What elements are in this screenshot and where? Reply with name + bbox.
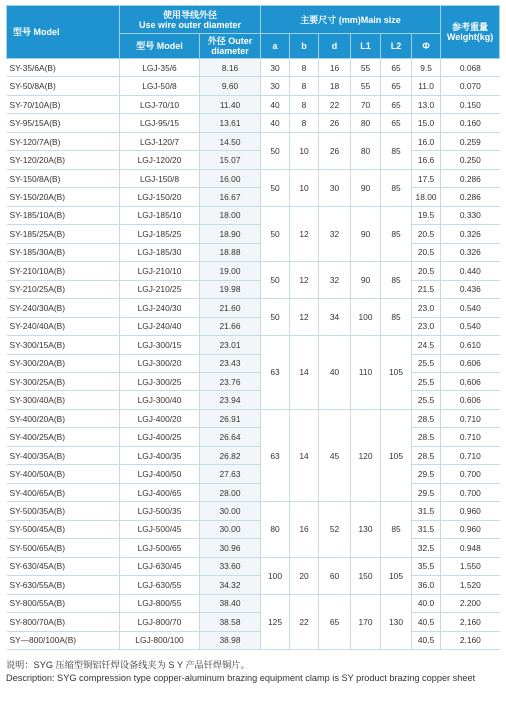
cell-dim-b: 8 <box>290 77 319 95</box>
cell-dim-a: 40 <box>261 114 290 132</box>
cell-dim-b: 22 <box>290 594 319 649</box>
cell-dim-l2: 85 <box>381 299 412 336</box>
cell-dim-l1: 90 <box>351 169 381 206</box>
cell-dim-b: 20 <box>290 557 319 594</box>
cell-wire-model: LGJ-500/65 <box>120 539 200 557</box>
cell-dim-phi: 35.5 <box>412 557 441 575</box>
cell-dim-l1: 55 <box>351 59 381 77</box>
cell-dim-d: 45 <box>319 409 351 501</box>
cell-weight: 0.259 <box>441 132 500 150</box>
cell-dim-l2: 85 <box>381 132 412 169</box>
cell-dim-l1: 90 <box>351 262 381 299</box>
cell-model: SY-400/65A(B) <box>7 483 120 501</box>
cell-dim-l1: 55 <box>351 77 381 95</box>
cell-outer-diameter: 33.60 <box>200 557 261 575</box>
cell-weight: 0.610 <box>441 336 500 354</box>
cell-dim-a: 50 <box>261 299 290 336</box>
cell-outer-diameter: 28.00 <box>200 483 261 501</box>
table-row <box>7 446 500 464</box>
cell-model: SY-300/20A(B) <box>7 354 120 372</box>
cell-dim-l2: 85 <box>381 502 412 557</box>
table-row <box>7 243 500 261</box>
cell-dim-phi: 32.5 <box>412 539 441 557</box>
cell-dim-d: 22 <box>319 95 351 113</box>
cell-wire-model: LGJ-120/20 <box>120 151 200 169</box>
cell-outer-diameter: 18.88 <box>200 243 261 261</box>
cell-dim-a: 63 <box>261 409 290 501</box>
table-row <box>7 576 500 594</box>
cell-outer-diameter: 30.96 <box>200 539 261 557</box>
cell-dim-phi: 29.5 <box>412 465 441 483</box>
cell-dim-phi: 29.5 <box>412 483 441 501</box>
cell-weight: 0.070 <box>441 77 500 95</box>
cell-dim-a: 80 <box>261 502 290 557</box>
cell-model: SY-400/35A(B) <box>7 446 120 464</box>
table-row <box>7 428 500 446</box>
cell-model: SY-185/10A(B) <box>7 206 120 224</box>
cell-dim-phi: 40.5 <box>412 631 441 649</box>
cell-outer-diameter: 21.66 <box>200 317 261 335</box>
header-dim-a: a <box>261 34 290 59</box>
cell-wire-model: LGJ-630/55 <box>120 576 200 594</box>
cell-weight: 0.286 <box>441 169 500 187</box>
table-row <box>7 317 500 335</box>
cell-weight: 1.520 <box>441 576 500 594</box>
cell-dim-l2: 85 <box>381 206 412 261</box>
cell-weight: 0.540 <box>441 299 500 317</box>
cell-wire-model: LGJ-300/40 <box>120 391 200 409</box>
cell-dim-phi: 16.6 <box>412 151 441 169</box>
table-row <box>7 409 500 427</box>
cell-model: SY-300/40A(B) <box>7 391 120 409</box>
table-row <box>7 520 500 538</box>
cell-model: SY-120/20A(B) <box>7 151 120 169</box>
cell-dim-phi: 16.0 <box>412 132 441 150</box>
cell-wire-model: LGJ-185/25 <box>120 225 200 243</box>
cell-outer-diameter: 13.61 <box>200 114 261 132</box>
cell-wire-model: LGJ-400/35 <box>120 446 200 464</box>
cell-weight: 0.250 <box>441 151 500 169</box>
cell-dim-l2: 65 <box>381 77 412 95</box>
cell-outer-diameter: 11.40 <box>200 95 261 113</box>
cell-weight: 0.068 <box>441 59 500 77</box>
cell-weight: 0.160 <box>441 114 500 132</box>
cell-outer-diameter: 34.32 <box>200 576 261 594</box>
cell-model: SY-400/25A(B) <box>7 428 120 446</box>
cell-dim-l1: 120 <box>351 409 381 501</box>
header-dim-l1: L1 <box>351 34 381 59</box>
cell-wire-model: LGJ-185/30 <box>120 243 200 261</box>
cell-weight: 0.606 <box>441 391 500 409</box>
cell-weight: 0.606 <box>441 354 500 372</box>
table-row <box>7 262 500 280</box>
cell-model: SY-185/25A(B) <box>7 225 120 243</box>
cell-dim-d: 52 <box>319 502 351 557</box>
header-dim-phi: Φ <box>412 34 441 59</box>
cell-dim-b: 14 <box>290 336 319 410</box>
cell-weight: 0.700 <box>441 465 500 483</box>
cell-wire-model: LGJ-240/30 <box>120 299 200 317</box>
cell-dim-phi: 15.0 <box>412 114 441 132</box>
cell-dim-b: 12 <box>290 206 319 261</box>
cell-weight: 0.150 <box>441 95 500 113</box>
cell-dim-l2: 105 <box>381 409 412 501</box>
cell-dim-l1: 70 <box>351 95 381 113</box>
cell-dim-phi: 31.5 <box>412 502 441 520</box>
cell-wire-model: LGJ-185/10 <box>120 206 200 224</box>
cell-dim-d: 40 <box>319 336 351 410</box>
cell-wire-model: LGJ-400/25 <box>120 428 200 446</box>
cell-dim-phi: 28.5 <box>412 446 441 464</box>
cell-outer-diameter: 18.90 <box>200 225 261 243</box>
cell-dim-b: 10 <box>290 169 319 206</box>
header-wire-model: 型号 Model <box>120 34 200 59</box>
header-model: 型号 Model <box>7 6 120 59</box>
cell-dim-phi: 23.0 <box>412 299 441 317</box>
cell-weight: 0.540 <box>441 317 500 335</box>
cell-dim-l1: 100 <box>351 299 381 336</box>
cell-wire-model: LGJ-150/20 <box>120 188 200 206</box>
cell-dim-l2: 65 <box>381 59 412 77</box>
cell-wire-model: LGJ-400/50 <box>120 465 200 483</box>
cell-dim-d: 18 <box>319 77 351 95</box>
cell-dim-phi: 24.5 <box>412 336 441 354</box>
cell-dim-l1: 130 <box>351 502 381 557</box>
notes <box>6 659 499 685</box>
cell-dim-l2: 85 <box>381 169 412 206</box>
cell-dim-a: 125 <box>261 594 290 649</box>
cell-model: SY-630/45A(B) <box>7 557 120 575</box>
cell-dim-a: 30 <box>261 77 290 95</box>
cell-weight: 2.160 <box>441 631 500 649</box>
cell-dim-l1: 170 <box>351 594 381 649</box>
cell-model: SY-50/8A(B) <box>7 77 120 95</box>
cell-weight: 2.200 <box>441 594 500 612</box>
cell-dim-phi: 28.5 <box>412 409 441 427</box>
cell-wire-model: LGJ-300/20 <box>120 354 200 372</box>
cell-dim-a: 40 <box>261 95 290 113</box>
cell-wire-model: LGJ-400/20 <box>120 409 200 427</box>
cell-weight: 0.710 <box>441 428 500 446</box>
table-row <box>7 225 500 243</box>
cell-outer-diameter: 23.76 <box>200 372 261 390</box>
cell-model: SY-210/25A(B) <box>7 280 120 298</box>
table-row <box>7 557 500 575</box>
spec-table-container <box>6 5 499 685</box>
cell-weight: 0.710 <box>441 446 500 464</box>
cell-model: SY-95/15A(B) <box>7 114 120 132</box>
cell-dim-a: 50 <box>261 169 290 206</box>
cell-outer-diameter: 23.43 <box>200 354 261 372</box>
cell-weight: 0.948 <box>441 539 500 557</box>
table-row <box>7 169 500 187</box>
cell-weight: 0.606 <box>441 372 500 390</box>
table-row <box>7 206 500 224</box>
cell-wire-model: LGJ-210/25 <box>120 280 200 298</box>
cell-wire-model: LGJ-800/70 <box>120 613 200 631</box>
table-row <box>7 59 500 77</box>
cell-dim-phi: 36.0 <box>412 576 441 594</box>
table-row <box>7 77 500 95</box>
cell-model: SY-240/30A(B) <box>7 299 120 317</box>
table-row <box>7 354 500 372</box>
cell-wire-model: LGJ-35/6 <box>120 59 200 77</box>
cell-wire-model: LGJ-800/100 <box>120 631 200 649</box>
cell-weight: 0.326 <box>441 225 500 243</box>
cell-weight: 1.550 <box>441 557 500 575</box>
header-dim-l2: L2 <box>381 34 412 59</box>
cell-wire-model: LGJ-300/15 <box>120 336 200 354</box>
cell-dim-phi: 13.0 <box>412 95 441 113</box>
cell-outer-diameter: 18.00 <box>200 206 261 224</box>
cell-weight: 0.330 <box>441 206 500 224</box>
cell-weight: 0.960 <box>441 520 500 538</box>
cell-dim-d: 32 <box>319 262 351 299</box>
cell-dim-b: 8 <box>290 59 319 77</box>
table-row <box>7 132 500 150</box>
cell-dim-b: 8 <box>290 95 319 113</box>
cell-model: SY-70/10A(B) <box>7 95 120 113</box>
cell-dim-phi: 25.5 <box>412 354 441 372</box>
cell-model: SY-400/50A(B) <box>7 465 120 483</box>
cell-dim-b: 10 <box>290 132 319 169</box>
cell-wire-model: LGJ-95/15 <box>120 114 200 132</box>
cell-dim-phi: 20.5 <box>412 243 441 261</box>
table-row <box>7 280 500 298</box>
cell-weight: 0.960 <box>441 502 500 520</box>
cell-wire-model: LGJ-630/45 <box>120 557 200 575</box>
header-wire-group: 使用导线外径 Use wire outer diameter <box>120 6 261 34</box>
cell-model: SY-185/30A(B) <box>7 243 120 261</box>
cell-dim-l1: 110 <box>351 336 381 410</box>
cell-dim-phi: 21.5 <box>412 280 441 298</box>
cell-dim-l1: 80 <box>351 132 381 169</box>
table-row <box>7 372 500 390</box>
cell-wire-model: LGJ-50/8 <box>120 77 200 95</box>
table-row <box>7 391 500 409</box>
cell-outer-diameter: 15.07 <box>200 151 261 169</box>
cell-dim-phi: 20.5 <box>412 225 441 243</box>
cell-dim-phi: 18.00 <box>412 188 441 206</box>
cell-dim-d: 34 <box>319 299 351 336</box>
cell-model: SY-500/65A(B) <box>7 539 120 557</box>
cell-outer-diameter: 19.00 <box>200 262 261 280</box>
cell-dim-d: 32 <box>319 206 351 261</box>
cell-wire-model: LGJ-500/35 <box>120 502 200 520</box>
cell-wire-model: LGJ-210/10 <box>120 262 200 280</box>
header-main-size: 主要尺寸 (mm)Main size <box>261 6 441 34</box>
cell-model: SY-630/55A(B) <box>7 576 120 594</box>
cell-outer-diameter: 14.50 <box>200 132 261 150</box>
cell-model: SY-300/15A(B) <box>7 336 120 354</box>
cell-dim-a: 30 <box>261 59 290 77</box>
cell-wire-model: LGJ-150/8 <box>120 169 200 187</box>
cell-dim-phi: 40.5 <box>412 613 441 631</box>
cell-dim-l2: 65 <box>381 114 412 132</box>
cell-dim-phi: 31.5 <box>412 520 441 538</box>
cell-dim-phi: 25.5 <box>412 391 441 409</box>
cell-dim-l2: 105 <box>381 557 412 594</box>
cell-dim-phi: 23.0 <box>412 317 441 335</box>
cell-model: SY-35/6A(B) <box>7 59 120 77</box>
cell-dim-phi: 40.0 <box>412 594 441 612</box>
cell-weight: 0.436 <box>441 280 500 298</box>
note-english: Description: SYG compression type copper-aluminum brazing equipment clamp is SY product brazing copper sheet <box>6 673 476 683</box>
table-header <box>7 6 500 59</box>
cell-dim-d: 26 <box>319 114 351 132</box>
cell-wire-model: LGJ-240/40 <box>120 317 200 335</box>
cell-dim-b: 16 <box>290 502 319 557</box>
cell-dim-a: 50 <box>261 132 290 169</box>
cell-dim-phi: 11.0 <box>412 77 441 95</box>
cell-dim-d: 16 <box>319 59 351 77</box>
cell-dim-d: 60 <box>319 557 351 594</box>
table-row <box>7 151 500 169</box>
cell-outer-diameter: 27.63 <box>200 465 261 483</box>
table-row <box>7 594 500 612</box>
cell-outer-diameter: 23.94 <box>200 391 261 409</box>
table-row <box>7 539 500 557</box>
table-row <box>7 465 500 483</box>
cell-model: SY-150/8A(B) <box>7 169 120 187</box>
table-row <box>7 114 500 132</box>
header-outer-diameter: 外径 Outer diameter <box>200 34 261 59</box>
table-body <box>7 59 500 650</box>
cell-dim-b: 8 <box>290 114 319 132</box>
cell-dim-a: 63 <box>261 336 290 410</box>
cell-dim-phi: 19.5 <box>412 206 441 224</box>
cell-weight: 2.160 <box>441 613 500 631</box>
cell-wire-model: LGJ-800/55 <box>120 594 200 612</box>
cell-weight: 0.710 <box>441 409 500 427</box>
cell-dim-b: 14 <box>290 409 319 501</box>
cell-model: SY-500/45A(B) <box>7 520 120 538</box>
cell-model: SY-240/40A(B) <box>7 317 120 335</box>
cell-wire-model: LGJ-300/25 <box>120 372 200 390</box>
table-row <box>7 95 500 113</box>
cell-dim-a: 100 <box>261 557 290 594</box>
cell-outer-diameter: 38.40 <box>200 594 261 612</box>
table-row <box>7 188 500 206</box>
cell-dim-phi: 28.5 <box>412 428 441 446</box>
cell-model: SY-800/70A(B) <box>7 613 120 631</box>
cell-outer-diameter: 23.01 <box>200 336 261 354</box>
cell-outer-diameter: 9.60 <box>200 77 261 95</box>
cell-dim-l1: 90 <box>351 206 381 261</box>
header-dim-d: d <box>319 34 351 59</box>
cell-dim-phi: 9.5 <box>412 59 441 77</box>
table-row <box>7 613 500 631</box>
cell-dim-l1: 150 <box>351 557 381 594</box>
cell-dim-a: 50 <box>261 206 290 261</box>
table-row <box>7 631 500 649</box>
cell-dim-phi: 25.5 <box>412 372 441 390</box>
cell-dim-l1: 80 <box>351 114 381 132</box>
cell-dim-phi: 17.5 <box>412 169 441 187</box>
cell-wire-model: LGJ-500/45 <box>120 520 200 538</box>
cell-wire-model: LGJ-120/7 <box>120 132 200 150</box>
table-row <box>7 299 500 317</box>
cell-dim-l2: 130 <box>381 594 412 649</box>
cell-outer-diameter: 8.16 <box>200 59 261 77</box>
cell-dim-phi: 20.5 <box>412 262 441 280</box>
cell-outer-diameter: 26.91 <box>200 409 261 427</box>
cell-outer-diameter: 21.60 <box>200 299 261 317</box>
cell-model: SY—800/100A(B) <box>7 631 120 649</box>
cell-dim-d: 26 <box>319 132 351 169</box>
cell-outer-diameter: 26.64 <box>200 428 261 446</box>
cell-outer-diameter: 16.00 <box>200 169 261 187</box>
cell-dim-a: 50 <box>261 262 290 299</box>
cell-model: SY-210/10A(B) <box>7 262 120 280</box>
spec-table <box>6 5 500 650</box>
cell-weight: 0.326 <box>441 243 500 261</box>
cell-dim-b: 12 <box>290 262 319 299</box>
cell-dim-l2: 85 <box>381 262 412 299</box>
cell-weight: 0.440 <box>441 262 500 280</box>
cell-model: SY-500/35A(B) <box>7 502 120 520</box>
cell-model: SY-150/20A(B) <box>7 188 120 206</box>
cell-outer-diameter: 26.82 <box>200 446 261 464</box>
table-row <box>7 336 500 354</box>
cell-wire-model: LGJ-70/10 <box>120 95 200 113</box>
cell-dim-d: 30 <box>319 169 351 206</box>
note-chinese: 说明：SYG 压缩型铜铝钎焊设备线夹为 S Y 产品钎焊铜片。 <box>6 660 250 670</box>
header-dim-b: b <box>290 34 319 59</box>
cell-outer-diameter: 38.98 <box>200 631 261 649</box>
cell-outer-diameter: 38.58 <box>200 613 261 631</box>
cell-outer-diameter: 16.67 <box>200 188 261 206</box>
cell-dim-b: 12 <box>290 299 319 336</box>
cell-model: SY-300/25A(B) <box>7 372 120 390</box>
cell-model: SY-400/20A(B) <box>7 409 120 427</box>
cell-weight: 0.286 <box>441 188 500 206</box>
cell-weight: 0.700 <box>441 483 500 501</box>
cell-dim-l2: 65 <box>381 95 412 113</box>
table-row <box>7 502 500 520</box>
cell-model: SY-800/55A(B) <box>7 594 120 612</box>
cell-wire-model: LGJ-400/65 <box>120 483 200 501</box>
cell-outer-diameter: 30.00 <box>200 520 261 538</box>
cell-model: SY-120/7A(B) <box>7 132 120 150</box>
header-weight: 参考重量 Weight(kg) <box>441 6 500 59</box>
cell-outer-diameter: 30.00 <box>200 502 261 520</box>
table-row <box>7 483 500 501</box>
cell-dim-l2: 105 <box>381 336 412 410</box>
cell-dim-d: 65 <box>319 594 351 649</box>
cell-outer-diameter: 19.98 <box>200 280 261 298</box>
